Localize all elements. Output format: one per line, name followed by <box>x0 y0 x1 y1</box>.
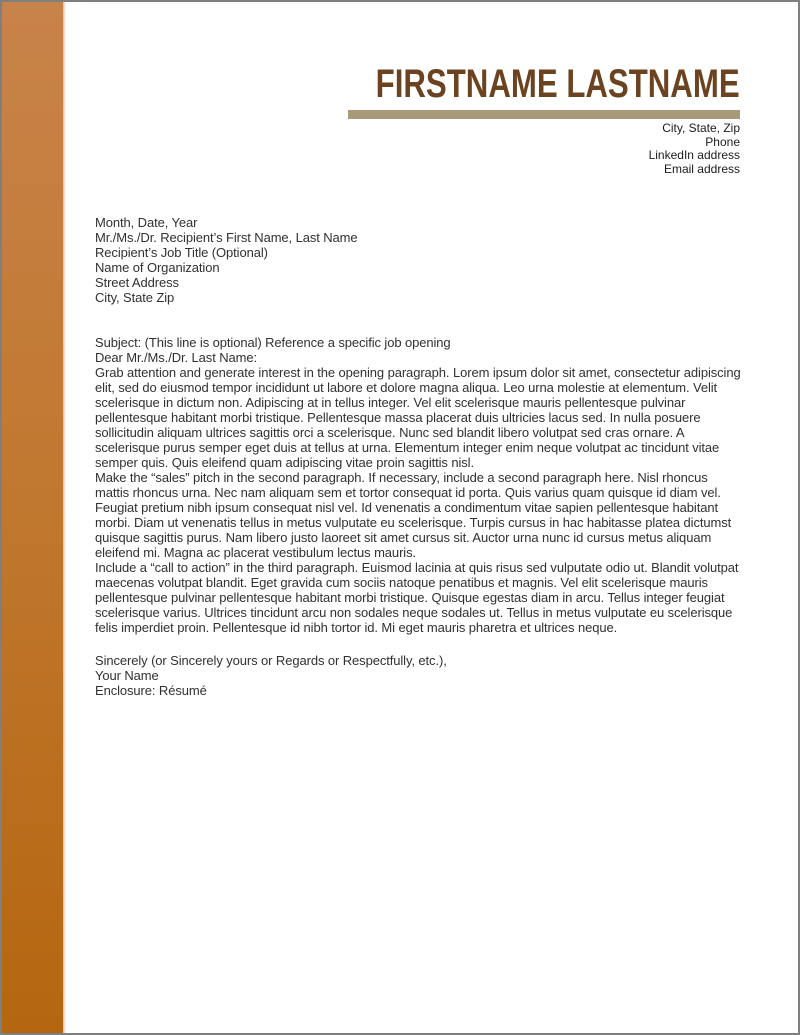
body-paragraph-3: Include a “call to action” in the third paragraph. Euismod lacinia at quis risus sed vulputate odio ut. Blandit volutpat maecenas volutpat blandit. Eget gravida cum sociis natoque penatibus et magnis. Vel elit scelerisque mauris pellentesque pulvinar pellentesque habitant morbi tristique. Quisque egestas diam in arcu. Tellus integer feugiat scelerisque varius. Ultrices tincidunt arcu non sodales neque sodales ut. Tellus in metus vulputate eu scelerisque felis imperdiet proin. Pellentesque id nibh tortor id. Mi eget mauris pharetra et ultrices neque. <box>95 560 739 635</box>
contact-line-email: Email address <box>663 162 740 177</box>
contact-line-linkedin: LinkedIn address <box>648 148 740 163</box>
body-paragraph-2: Make the “sales” pitch in the second paragraph. If necessary, include a second paragraph here. Nisl rhoncus mattis rhoncus urna. Nec nam aliquam sem et tortor consequat id porta. Quis varius quam quisque id diam vel. Feugiat pretium nibh ipsum consequat nisl vel. Id venenatis a condimentum vitae sapien pellentesque habitant morbi. Diam ut venenatis tellus in metus vulputate eu scelerisque. Turpis cursus in hac habitasse platea dictumst quisque sagittis purus. Nam libero justo laoreet sit amet cursus sit. Auctor urna nunc id cursus metus aliquam eleifend mi. Magna ac placerat vestibulum lectus mauris. <box>95 470 732 560</box>
body-paragraph-1: Grab attention and generate interest in the opening paragraph. Lorem ipsum dolor sit amet, consectetur adipiscing elit, sed do eiusmod tempor incididunt ut labore et dolore magna aliqua. Leo urna molestie at elementum. Velit scelerisque in dictum non. Adipiscing at in tellus integer. Vel elit scelerisque mauris pellentesque pulvinar pellentesque habitant morbi tristique. Pellentesque massa placerat duis ultricies lacus sed. In nulla posuere sollicitudin aliquam ultrices sagittis orci a scelerisque. Nunc sed blandit libero volutpat sed cras ornare. A scelerisque purus semper eget duis at tellus at urna. Elementum integer enim neque volutpat ac tincidunt vitae semper quis. Quis eleifend quam adipiscing vitae proin sagittis nisl. <box>95 365 741 470</box>
subject-line: Subject: (This line is optional) Reference a specific job opening <box>95 335 451 350</box>
header-name <box>273 64 740 104</box>
date-line: Month, Date, Year <box>95 215 198 230</box>
recipient-block <box>95 230 745 305</box>
recipient-organization-line: Name of Organization <box>95 260 220 275</box>
enclosure-line: Enclosure: Résumé <box>95 683 207 698</box>
greeting-line: Dear Mr./Ms./Dr. Last Name: <box>95 350 258 365</box>
closing-line: Sincerely (or Sincerely yours or Regards or Respectfully, etc.), <box>95 653 447 668</box>
recipient-city-line: City, State Zip <box>95 290 175 305</box>
header-rule <box>348 110 740 119</box>
applicant-name: FIRSTNAME LASTNAME <box>376 62 740 106</box>
left-accent-bar <box>2 2 63 1033</box>
contact-line-phone: Phone <box>705 134 740 149</box>
contact-block <box>649 122 740 177</box>
letter-body <box>95 215 745 698</box>
recipient-title-line: Recipient’s Job Title (Optional) <box>95 245 268 260</box>
recipient-name-line: Mr./Ms./Dr. Recipient’s First Name, Last Name <box>95 230 358 245</box>
signature-line: Your Name <box>95 668 159 683</box>
contact-line-city: City, State, Zip <box>662 121 740 135</box>
recipient-street-line: Street Address <box>95 275 179 290</box>
